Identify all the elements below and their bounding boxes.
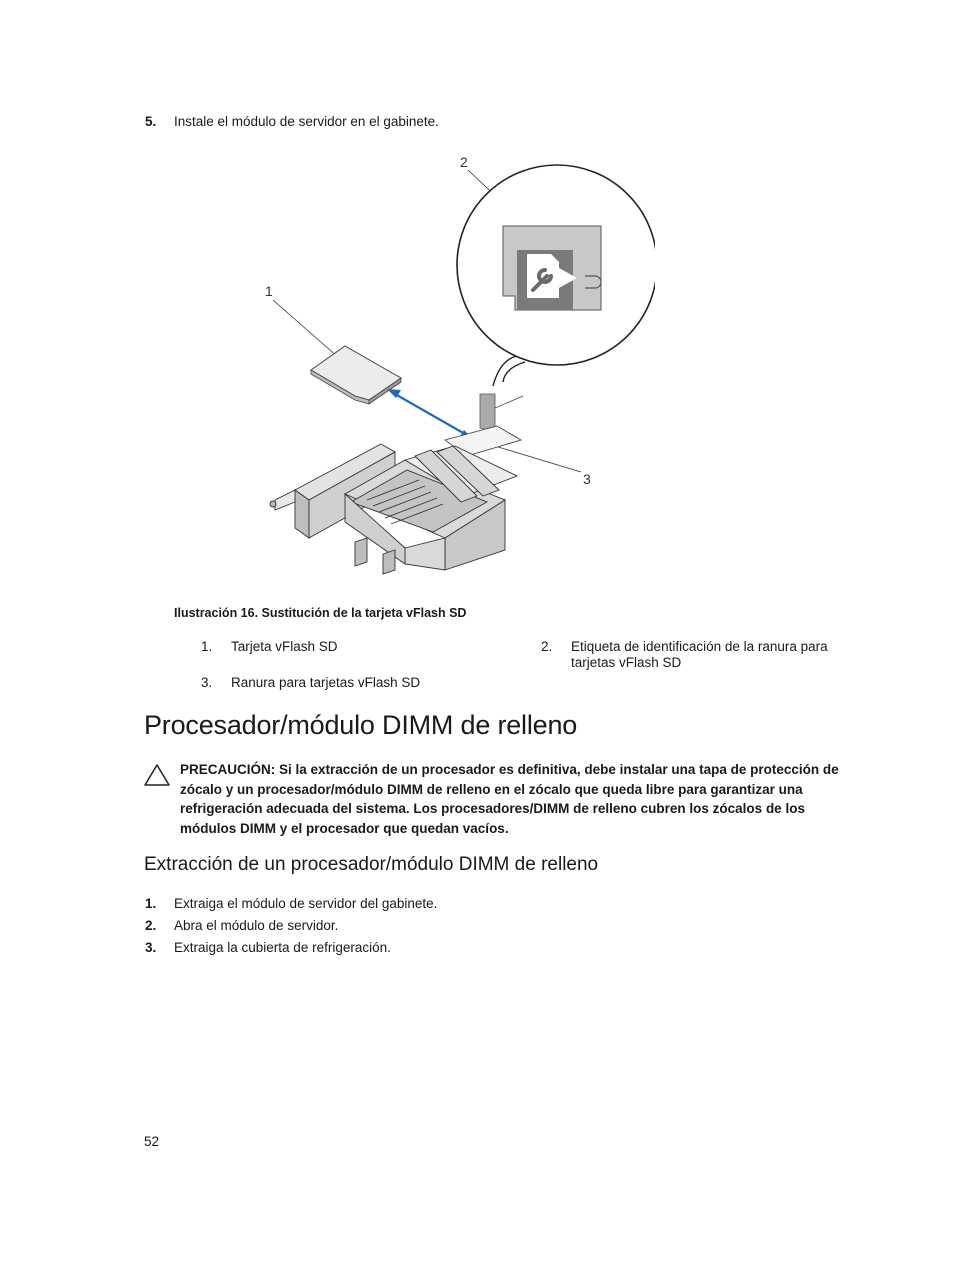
figure-caption: Ilustración 16. Sustitución de la tarjeta vFlash SD (174, 606, 467, 620)
step-1 (145, 896, 745, 914)
legend-number: 2. (541, 639, 553, 654)
legend-number: 3. (201, 675, 213, 690)
step-number: 1. (145, 896, 157, 911)
vflash-label-magnified (503, 226, 601, 310)
subsection-title: Extracción de un procesador/módulo DIMM de relleno (144, 854, 599, 875)
callout-3: 3 (583, 471, 591, 487)
step-text: Abra el módulo de servidor. (174, 918, 339, 933)
legend-text: Etiqueta de identificación de la ranura para tarjetas vFlash SD (571, 639, 828, 670)
caution-text: PRECAUCIÓN: Si la extracción de un procesador es definitiva, debe instalar una tapa de protección de zócalo y un procesador/módulo DIMM de relleno en el zócalo que queda libre para garantizar una refrigeración adecuada del sistema. Los procesadores/DIMM de relleno cubren los zócalos de los módulos DIMM y el procesador que quedan vacíos. (180, 762, 839, 836)
step-text: Extraiga el módulo de servidor del gabinete. (174, 896, 438, 911)
step-number: 5. (145, 114, 157, 129)
legend-text: Tarjeta vFlash SD (231, 639, 338, 654)
callout-1: 1 (265, 283, 273, 299)
callout-2: 2 (460, 154, 468, 170)
vflash-illustration (255, 150, 655, 580)
step-3 (145, 940, 745, 958)
caution-block (143, 760, 843, 840)
insert-arrow (387, 389, 473, 439)
legend-item-2 (541, 639, 841, 673)
page-number: 52 (144, 1134, 160, 1149)
figure-vflash-sd (255, 150, 655, 580)
step-text: Instale el módulo de servidor en el gabinete. (174, 114, 439, 129)
step-number: 3. (145, 940, 157, 955)
step-number: 2. (145, 918, 157, 933)
section-title: Procesador/módulo DIMM de relleno (144, 710, 578, 740)
vflash-sd-card (311, 346, 401, 404)
step-text: Extraiga la cubierta de refrigeración. (174, 940, 391, 955)
legend-text: Ranura para tarjetas vFlash SD (231, 675, 421, 690)
legend-item-1 (201, 639, 521, 657)
warning-triangle-icon (143, 763, 171, 792)
vflash-module-assembly (270, 444, 517, 574)
step-2 (145, 918, 745, 936)
legend-item-3 (201, 675, 521, 693)
legend-number: 1. (201, 639, 213, 654)
step-5 (145, 114, 745, 132)
